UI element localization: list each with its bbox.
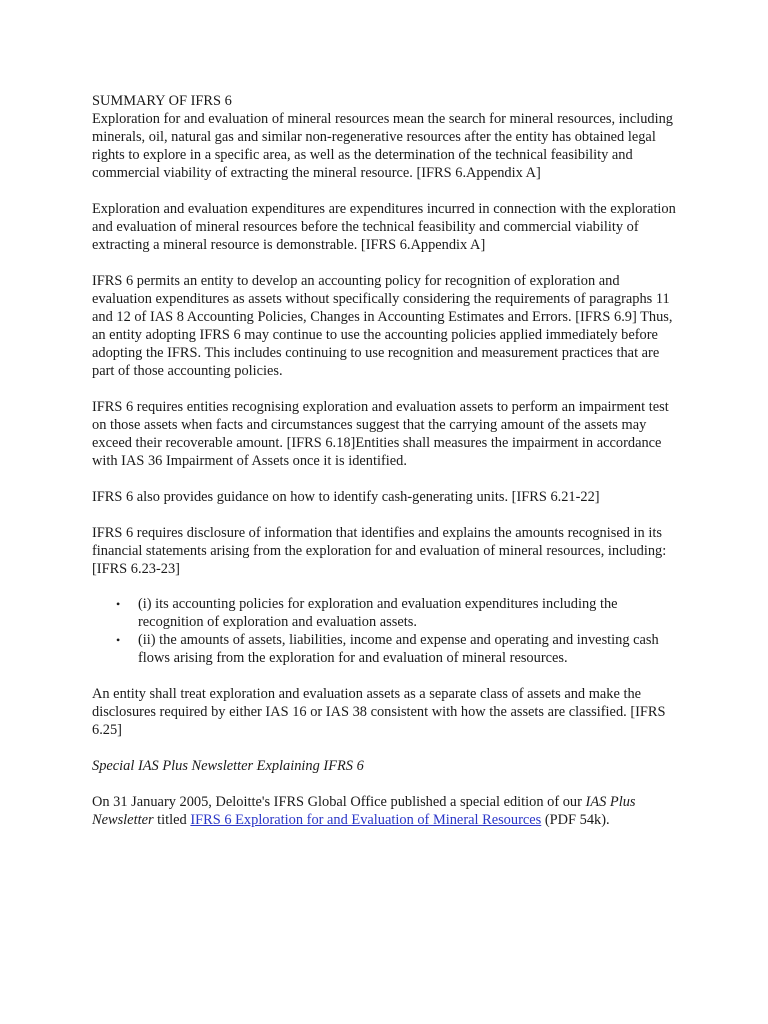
list-item-text: (i) its accounting policies for exploration and evaluation expenditures including the recognition of exploration and evaluation assets.	[138, 596, 618, 630]
intro-paragraph	[92, 92, 682, 182]
list-item	[116, 631, 682, 667]
newsletter-text-middle: titled	[153, 812, 191, 828]
bullet-icon: •	[116, 597, 121, 611]
newsletter-link[interactable]: IFRS 6 Exploration for and Evaluation of Mineral Resources	[190, 812, 542, 828]
paragraph-disclosure: IFRS 6 requires disclosure of information that identifies and explains the amounts recognised in its financial statements arising from the exploration for and evaluation of mineral resources, including: [IFRS 6.23-23]	[92, 525, 667, 577]
newsletter-name: IAS Plus Newsletter	[92, 794, 636, 828]
newsletter-text-before: On 31 January 2005, Deloitte's IFRS Global Office published a special edition of our	[92, 794, 586, 810]
newsletter-text-after: (PDF 54k).	[541, 812, 610, 828]
paragraph-definition-expenditures: Exploration and evaluation expenditures are expenditures incurred in connection with the exploration and evaluation of mineral resources before the technical feasibility and commercial viability of extracting a mineral resource is demonstrable. [IFRS 6.Appendix A]	[92, 201, 676, 253]
document-title: SUMMARY OF IFRS 6	[92, 93, 232, 109]
paragraph-definition-exploration: Exploration for and evaluation of mineral resources mean the search for mineral resources, including minerals, oil, natural gas and similar non-regenerative resources after the entity has obtained legal rights to explore in a specific area, as well as the determination of the technical feasibility and commercial viability of extracting the mineral resource. [IFRS 6.Appendix A]	[92, 111, 674, 181]
paragraph-presentation: An entity shall treat exploration and evaluation assets as a separate class of assets and make the disclosures required by either IAS 16 or IAS 38 consistent with how the assets are classified. [IFRS 6.25]	[92, 686, 666, 738]
paragraph-newsletter	[92, 793, 682, 829]
paragraph-cash-generating-units: IFRS 6 also provides guidance on how to identify cash-generating units. [IFRS 6.21-22]	[92, 489, 600, 505]
paragraph-impairment: IFRS 6 requires entities recognising exploration and evaluation assets to perform an impairment test on those assets when facts and circumstances suggest that the carrying amount of the assets may exceed their recoverable amount. [IFRS 6.18]Entities shall measures the impairment in accordance with IAS 36 Impairment of Assets once it is identified.	[92, 399, 669, 469]
disclosure-list	[92, 595, 682, 667]
document-body	[92, 92, 682, 847]
bullet-icon: •	[116, 633, 121, 647]
newsletter-heading: Special IAS Plus Newsletter Explaining IFRS 6	[92, 758, 364, 774]
list-item	[116, 595, 682, 631]
paragraph-accounting-policy: IFRS 6 permits an entity to develop an accounting policy for recognition of exploration and evaluation expenditures as assets without specifically considering the requirements of paragraphs 11 and 12 of IAS 8 Accounting Policies, Changes in Accounting Estimates and Errors. [IFRS 6.9] Thus, an entity adopting IFRS 6 may continue to use the accounting policies applied immediately before adopting the IFRS. This includes continuing to use recognition and measurement practices that are part of those accounting policies.	[92, 273, 673, 379]
list-item-text: (ii) the amounts of assets, liabilities, income and expense and operating and investing cash flows arising from the exploration for and evaluation of mineral resources.	[138, 632, 659, 666]
